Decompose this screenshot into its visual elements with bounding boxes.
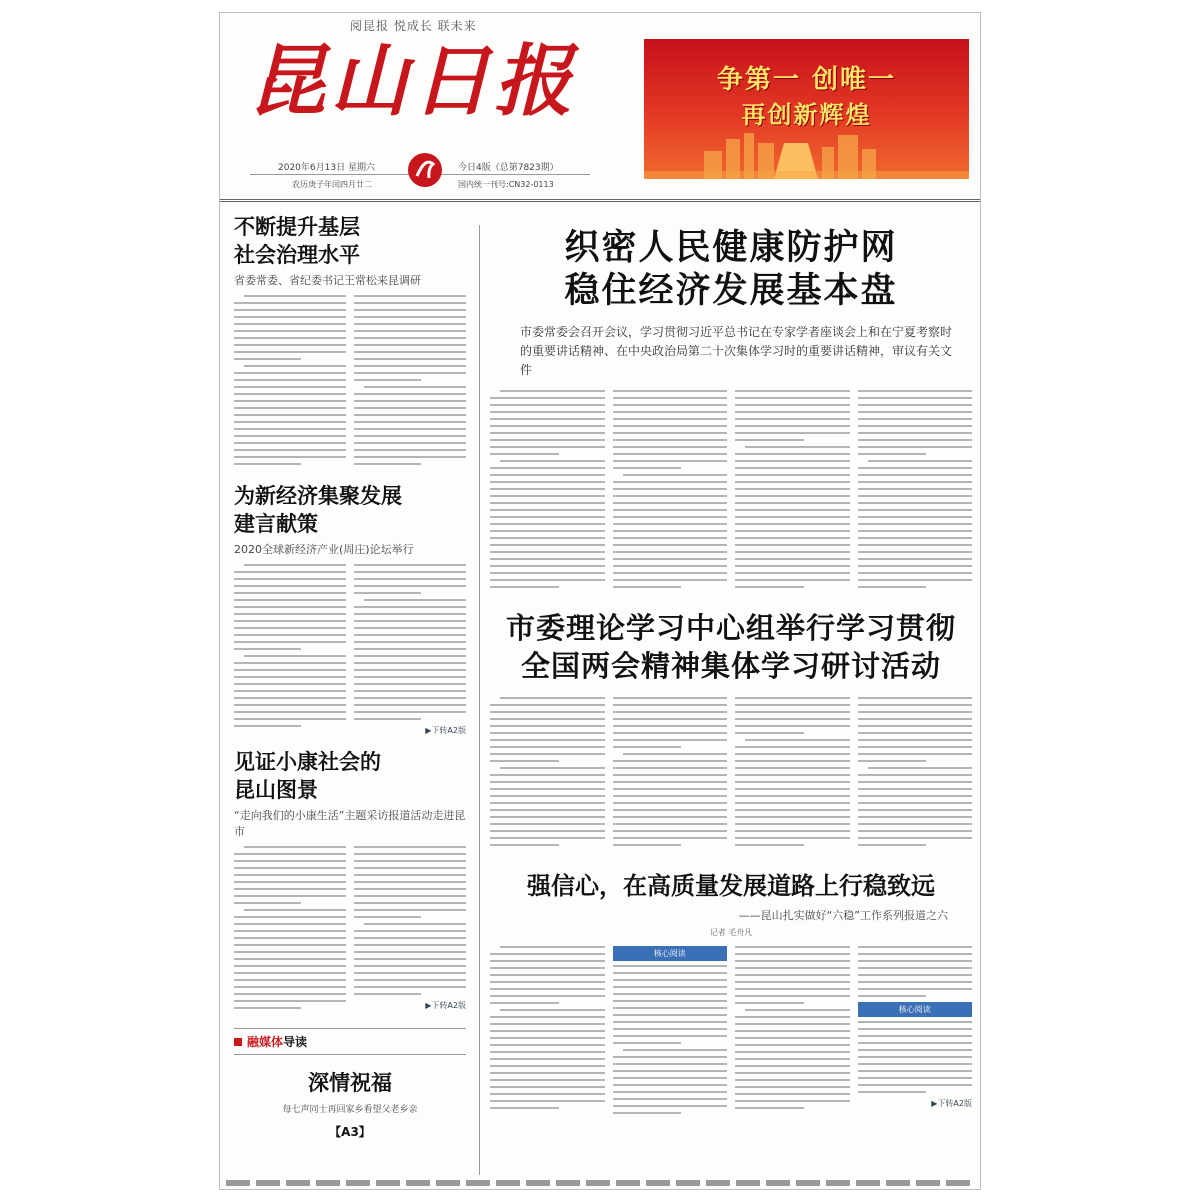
article-subhead: 省委常委、省纪委书记王常松来昆调研 [234,274,421,287]
headline-line: 为新经济集聚发展 [234,484,402,508]
headline-line: 建言献策 [234,512,318,536]
right-column [490,213,972,1119]
article-xiaokang [234,748,466,1014]
headline-line: 见证小康社会的 [234,750,381,774]
core-reading-tag: 核心阅读 [858,1002,973,1017]
media-guide-title[interactable]: 深情祝福 [308,1071,392,1095]
newspaper-logo: 昆山日报 [248,36,577,127]
lead-deck: 市委常委会召开会议，学习贯彻习近平总书记在专家学者座谈会上和在宁夏考察时的重要讲话精神、在中央政治局第二十次集体学习时的重要讲话精神，审议有关文件 [520,325,953,377]
study-session-article [490,609,972,851]
article-governance [234,213,466,470]
article-body [234,564,466,736]
article-new-economy [234,482,466,736]
masthead-rule [220,199,980,202]
headline: 强信心，在高质量发展道路上行稳致远 [527,872,935,900]
confidence-article [490,869,972,1119]
headline-line: 市委理论学习中心组举行学习贯彻 [505,611,956,645]
banner-slogan-line1: 争第一 创唯一 [716,65,897,95]
left-column [234,213,466,1140]
article-body [234,846,466,1014]
media-guide-label: 融媒体 [247,1035,284,1049]
footer-strip [226,1180,974,1186]
media-guide-label: 导读 [283,1035,308,1049]
media-square-icon [234,1038,242,1046]
article-subhead: ——昆山扎实做好“六稳”工作系列报道之六 [738,909,948,922]
lead-headline-line: 织密人民健康防护网 [564,228,898,268]
core-reading-tag: 核心阅读 [613,946,728,961]
article-body [234,295,466,470]
emblem-icon [406,151,444,189]
column-separator [479,225,480,1175]
continued-link[interactable]: ▶下转A2版 [425,726,466,735]
lead-article [490,227,972,593]
newspaper-page [219,12,981,1190]
banner-slogan-line2: 再创新辉煌 [741,101,872,129]
continued-link[interactable]: ▶下转A2版 [425,1001,466,1010]
continued-link[interactable]: ▶下转A2版 [931,1099,972,1108]
media-guide-page-ref[interactable]: 【A3】 [329,1125,371,1139]
media-guide [234,1028,466,1140]
article-subhead: “走向我们的小康生活”主题采访报道活动走进昆市 [234,809,466,838]
lead-headline-line: 稳住经济发展基本盘 [564,271,898,311]
issue-info: 今日4版（总第7823期） [458,163,559,173]
headline-line: 全国两会精神集体学习研讨活动 [520,649,941,683]
article-subhead: 2020全球新经济产业(周庄)论坛举行 [234,543,414,556]
cn-number: 国内统一刊号:CN32-0113 [458,180,554,189]
headline-line: 不断提升基层 [234,215,360,239]
byline: 记者 毛舟凡 [709,928,753,937]
article-body [490,390,972,593]
city-skyline-icon [644,39,969,179]
headline-line: 社会治理水平 [234,243,360,267]
promo-banner [644,39,969,179]
headline-line: 昆山图景 [234,778,318,802]
publication-date: 2020年6月13日 星期六 [278,163,375,173]
media-guide-subtitle: 每七声同士再回家乡看望父老乡亲 [282,1105,418,1115]
article-body [490,946,972,1119]
article-body [490,697,972,851]
masthead-slogan: 阅昆报 悦成长 联未来 [350,19,477,33]
media-guide-header [234,1028,466,1055]
lunar-date: 农历庚子年闰四月廿二 [292,180,372,189]
